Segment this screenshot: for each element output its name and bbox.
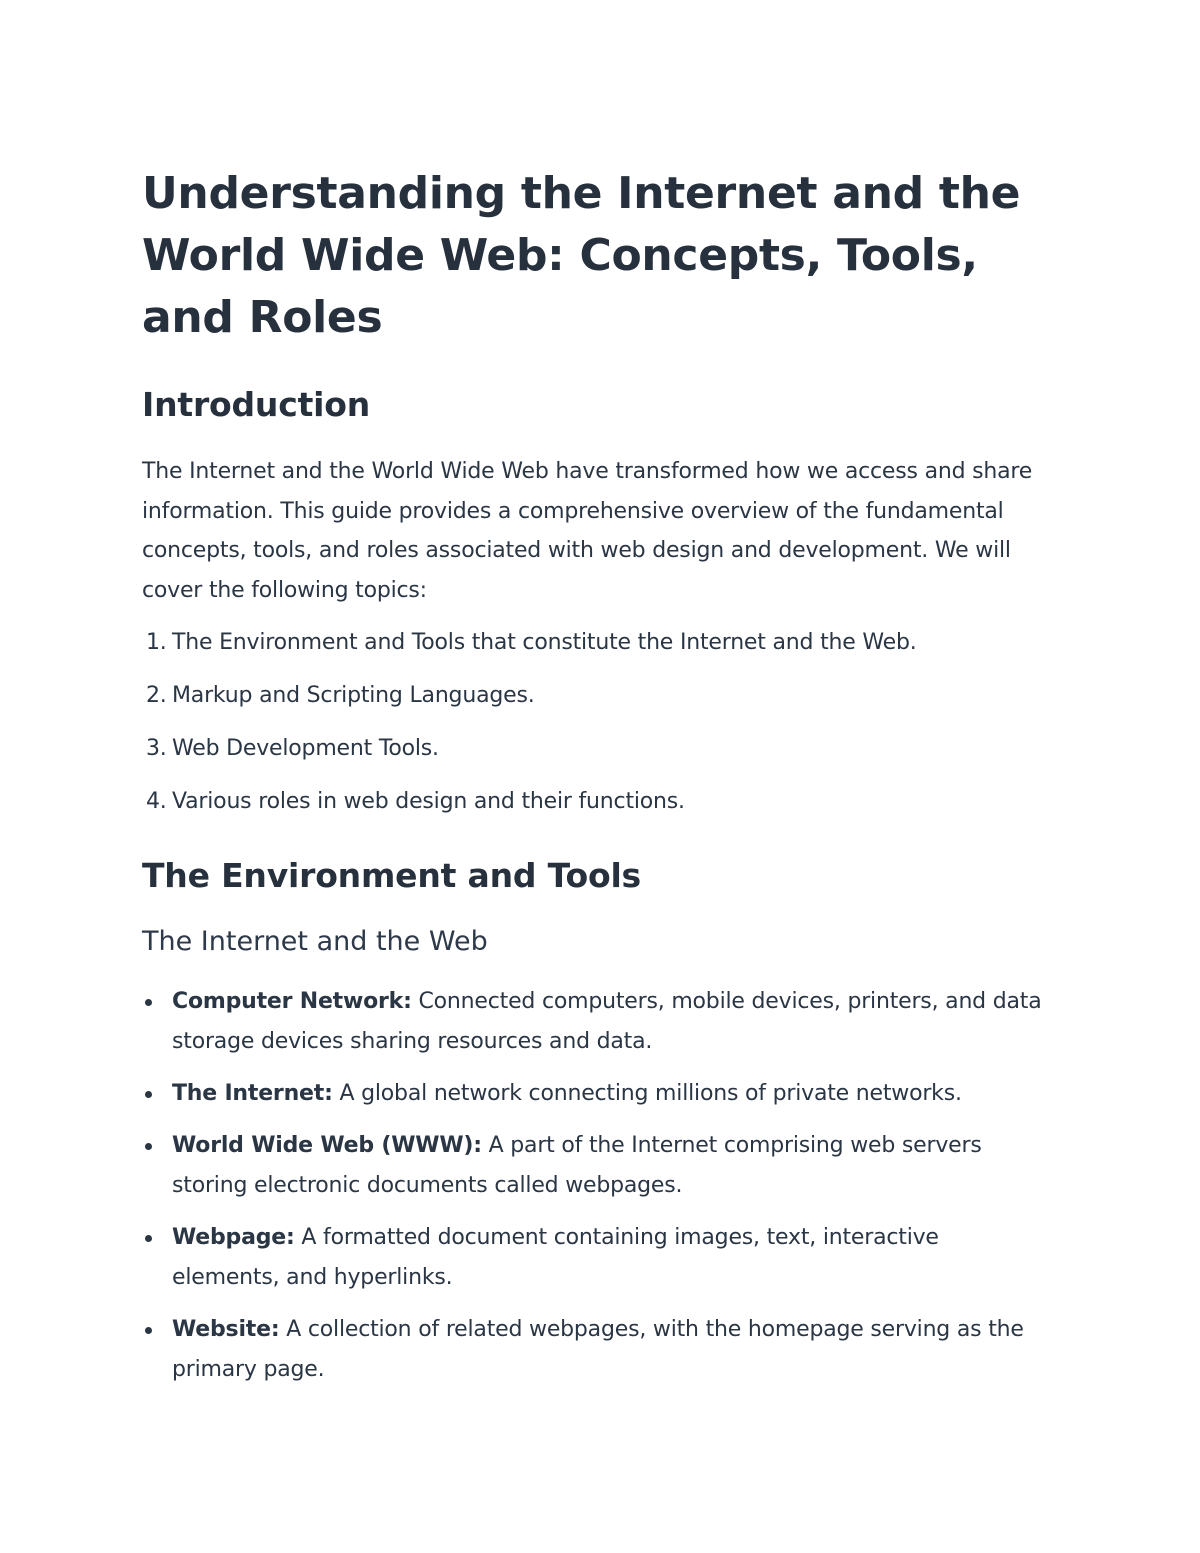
list-number: 1. [146, 630, 167, 656]
introduction-paragraph: The Internet and the World Wide Web have transformed how we access and share information. This guide provides a comprehensive overview of the fundamental concepts, tools, and roles associated with web design and development. We will cover the following topics: [142, 459, 1033, 603]
introduction-heading: Introduction [142, 385, 371, 424]
definition-text: A global network connecting millions of private networks. [332, 1081, 962, 1107]
list-item [142, 982, 1052, 1062]
list-item [142, 623, 1052, 663]
topics-list [142, 623, 1052, 822]
list-item-text: Web Development Tools. [172, 736, 439, 762]
definition-term: Website: [172, 1317, 280, 1343]
environment-heading: The Environment and Tools [142, 856, 641, 896]
list-item [142, 1218, 1052, 1298]
bullet-icon [145, 1235, 152, 1242]
definitions-list [142, 982, 1052, 1390]
list-item [142, 729, 1052, 769]
document-page [142, 163, 1052, 1402]
list-number: 2. [146, 683, 167, 709]
list-item [142, 1126, 1052, 1206]
list-number: 4. [146, 789, 167, 815]
list-number: 3. [146, 736, 167, 762]
definition-term: Computer Network: [172, 989, 412, 1015]
list-item-text: The Environment and Tools that constitute the Internet and the Web. [172, 630, 917, 656]
definition-text: A formatted document containing images, text, interactive elements, and hyperlinks. [172, 1225, 939, 1291]
list-item [142, 676, 1052, 716]
definition-term: Webpage: [172, 1225, 295, 1251]
bullet-icon [145, 1091, 152, 1098]
bullet-icon [145, 999, 152, 1006]
bullet-icon [145, 1327, 152, 1334]
list-item [142, 1074, 1052, 1114]
list-item [142, 1310, 1052, 1390]
definition-text: Connected computers, mobile devices, printers, and data storage devices sharing resources and data. [172, 989, 1042, 1055]
definition-text: A part of the Internet comprising web servers storing electronic documents called webpages. [172, 1133, 982, 1199]
definition-text: A collection of related webpages, with the homepage serving as the primary page. [172, 1317, 1024, 1383]
list-item [142, 782, 1052, 822]
list-item-text: Markup and Scripting Languages. [172, 683, 535, 709]
document-title: Understanding the Internet and the World Wide Web: Concepts, Tools, and Roles [142, 168, 1021, 343]
bullet-icon [145, 1143, 152, 1150]
list-item-text: Various roles in web design and their functions. [172, 789, 685, 815]
definition-term: The Internet: [172, 1081, 333, 1107]
definition-term: World Wide Web (WWW): [172, 1133, 482, 1159]
internet-web-subheading: The Internet and the Web [142, 926, 488, 958]
